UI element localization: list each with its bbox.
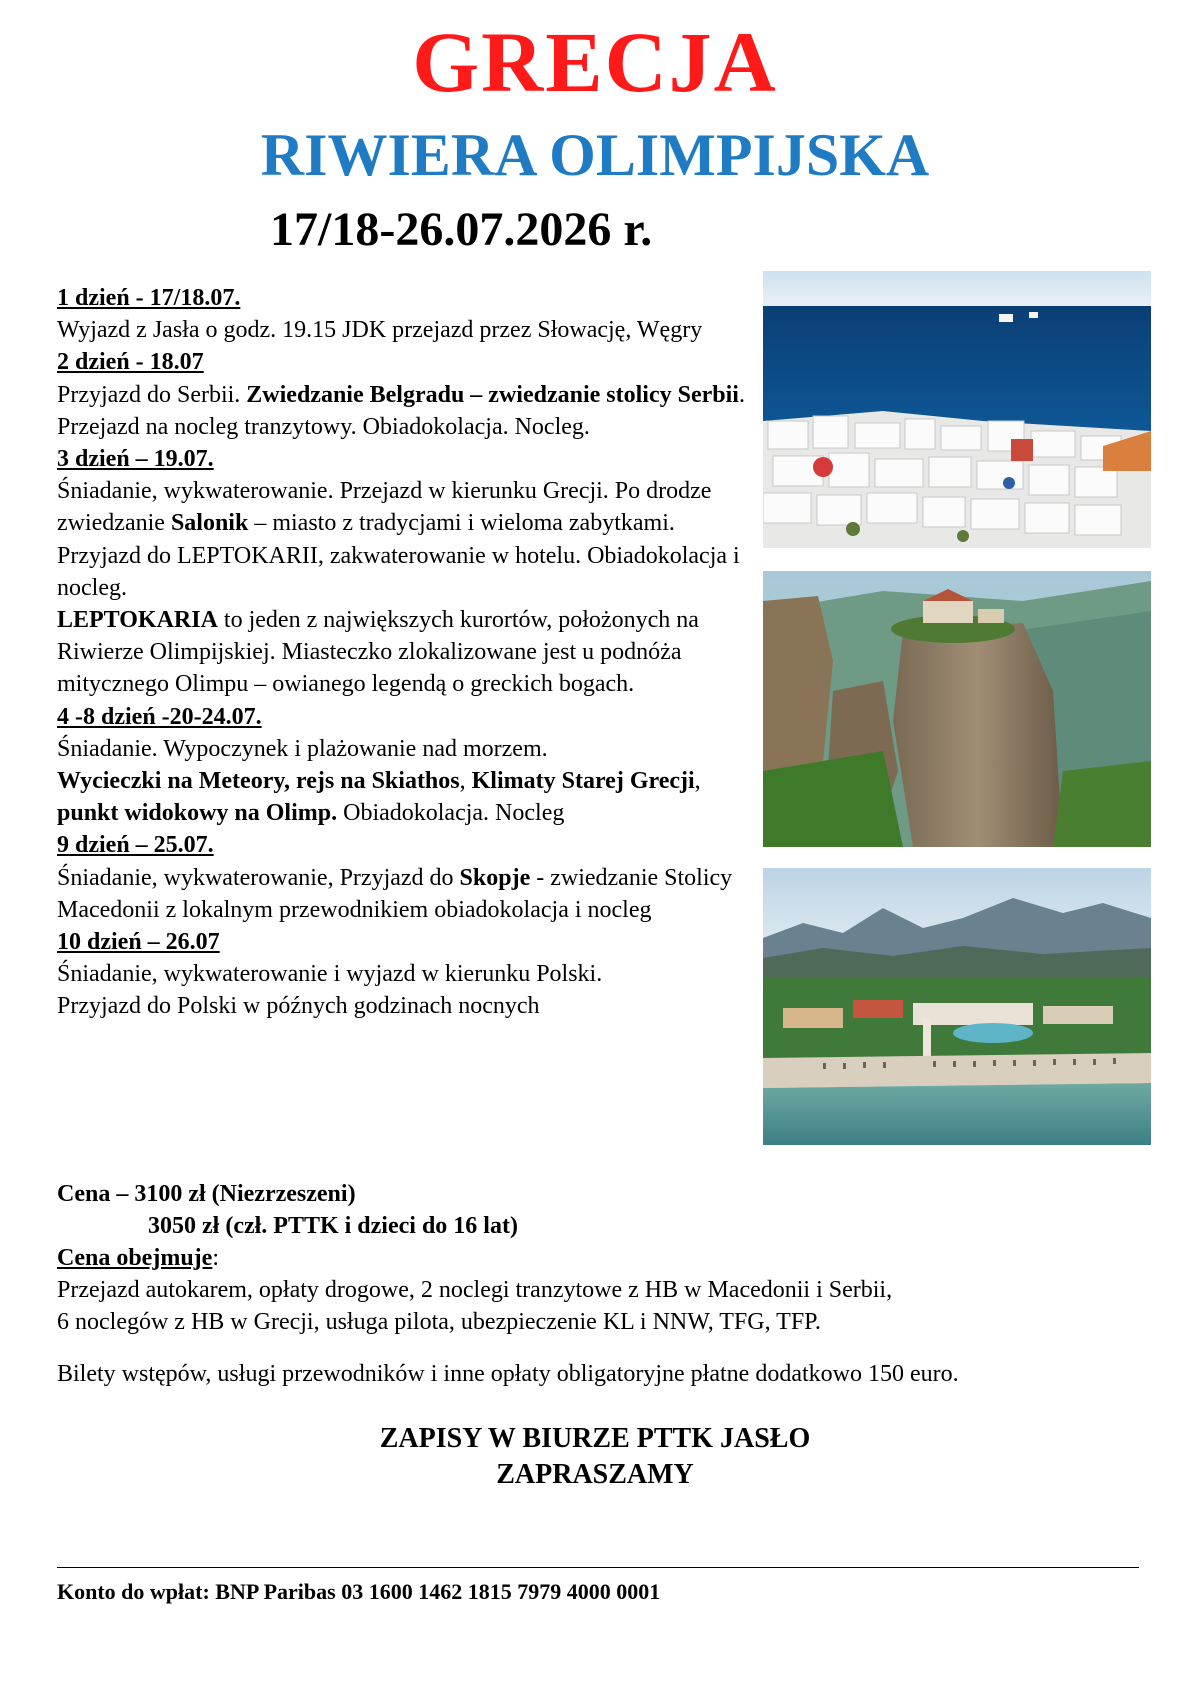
includes-heading-line: Cena obejmuje: xyxy=(57,1245,219,1271)
day10-text-1: Śniadanie, wykwaterowanie i wyjazd w kierunku Polski. xyxy=(57,961,603,988)
day1-heading: 1 dzień - 17/18.07. xyxy=(57,285,241,311)
invitation: ZAPRASZAMY xyxy=(496,1459,694,1490)
itinerary xyxy=(57,282,757,1023)
leptokaria-description: LEPTOKARIA to jeden z największych kurortów, położonych na Riwierze Olimpijskiej. Miasteczko zlokalizowane jest u podnóża mitycznego Olimpu – owianego legendą o greckich bogach. xyxy=(57,607,699,698)
day10-text-2: Przyjazd do Polski w późnych godzinach nocnych xyxy=(57,993,540,1020)
day4-8-excursions: Wycieczki na Meteory, rejs na Skiathos, Klimaty Starej Grecji, punkt widokowy na Olimp. Obiadokolacja. Nocleg xyxy=(57,768,701,827)
footer-divider xyxy=(57,1567,1139,1568)
includes-line-2: 6 noclegów z HB w Grecji, usługa pilota, ubezpieczenie KL i NNW, TFG, TFP. xyxy=(57,1309,821,1335)
includes-line-1: Przejazd autokarem, opłaty drogowe, 2 noclegi tranzytowe z HB w Macedonii i Serbii, xyxy=(57,1277,893,1303)
photo-seaside-village xyxy=(763,271,1151,548)
includes-heading: Cena obejmuje xyxy=(57,1245,213,1271)
pricing-section xyxy=(57,1178,1157,1338)
day2-heading: 2 dzień - 18.07 xyxy=(57,349,204,376)
day3-heading: 3 dzień – 19.07. xyxy=(57,446,214,473)
price-members: 3050 zł (czł. PTTK i dzieci do 16 lat) xyxy=(148,1213,518,1239)
day3-text: Śniadanie, wykwaterowanie. Przejazd w kierunku Grecji. Po drodze zwiedzanie Salonik – miasto z tradycjami i wieloma zabytkami. Przyjazd do LEPTOKARII, zakwaterowanie w hotelu. Obiadokolacja i nocleg. xyxy=(57,478,740,601)
signup-notice: ZAPISY W BIURZE PTTK JASŁO xyxy=(379,1423,811,1454)
day9-heading: 9 dzień – 25.07. xyxy=(57,832,214,859)
photo-olympus-resort xyxy=(763,868,1151,1145)
day9-text: Śniadanie, wykwaterowanie, Przyjazd do Skopje - zwiedzanie Stolicy Macedonii z lokalnym przewodnikiem obiadokolacja i nocleg xyxy=(57,864,733,923)
trip-dates: 17/18-26.07.2026 r. xyxy=(270,203,653,256)
day2-text: Przyjazd do Serbii. Zwiedzanie Belgradu – zwiedzanie stolicy Serbii. Przejazd na nocleg tranzytowy. Obiadokolacja. Nocleg. xyxy=(57,381,745,440)
day1-text: Wyjazd z Jasła o godz. 19.15 JDK przejazd przez Słowację, Węgry xyxy=(57,317,703,344)
day4-8-heading: 4 -8 dzień -20-24.07. xyxy=(57,703,262,730)
day10-heading: 10 dzień – 26.07 xyxy=(57,929,220,956)
price-regular: Cena – 3100 zł (Niezrzeszeni) xyxy=(57,1181,356,1207)
photo-meteora xyxy=(763,571,1151,847)
bank-account: Konto do wpłat: BNP Paribas 03 1600 1462 1815 7979 4000 0001 xyxy=(57,1579,661,1604)
page-title: GRECJA xyxy=(412,14,778,110)
day4-8-text: Śniadanie. Wypoczynek i plażowanie nad morzem. xyxy=(57,735,548,762)
extra-costs: Bilety wstępów, usługi przewodników i inne opłaty obligatoryjne płatne dodatkowo 150 euro. xyxy=(57,1361,959,1387)
page-subtitle: RIWIERA OLIMPIJSKA xyxy=(260,122,930,188)
